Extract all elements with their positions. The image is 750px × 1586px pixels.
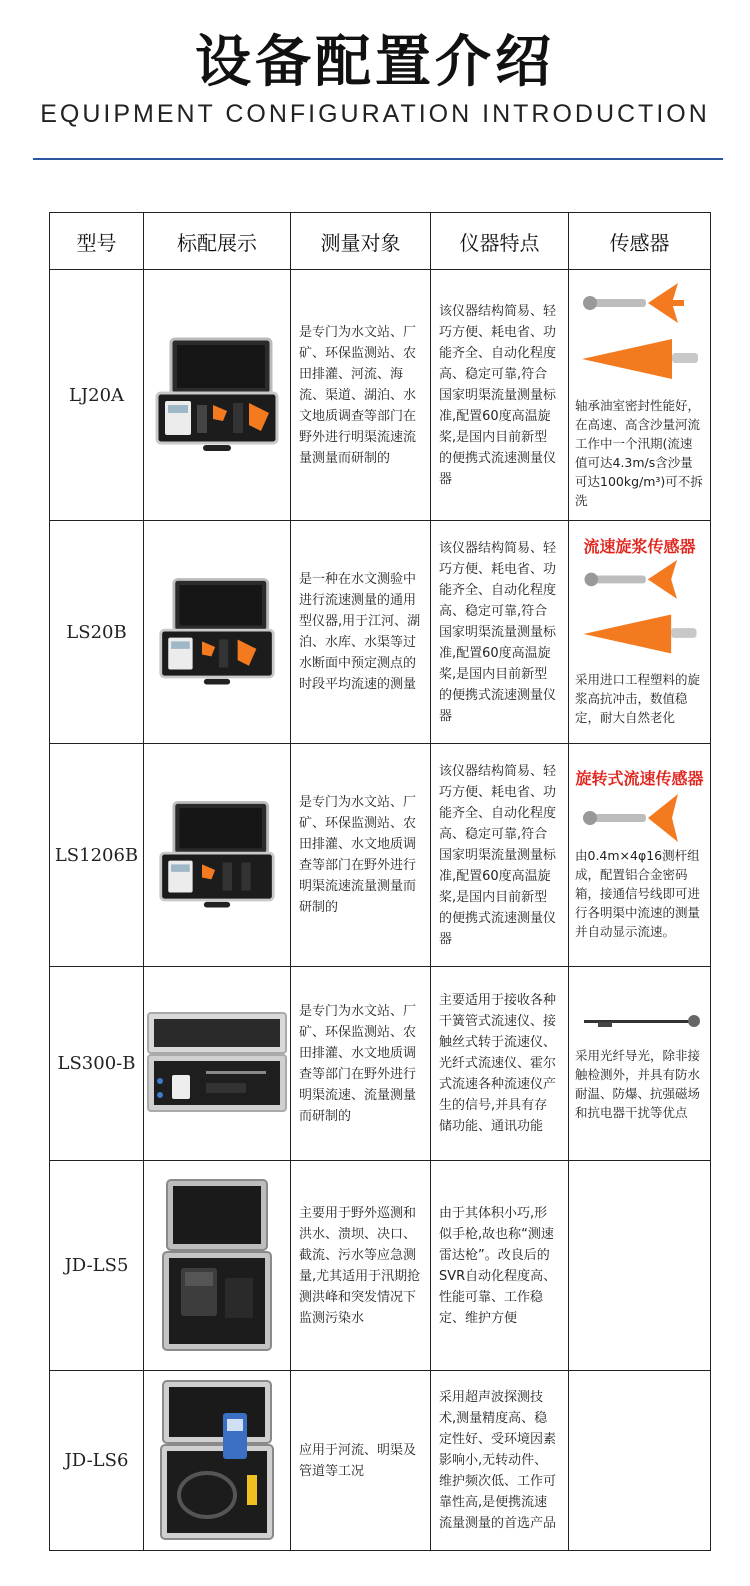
model-name: LS20B xyxy=(50,521,144,744)
propeller-sensor-image xyxy=(578,281,702,396)
sensor-cell xyxy=(569,270,711,521)
divider-line xyxy=(33,158,723,160)
sensor-cell xyxy=(569,744,711,967)
equipment-table xyxy=(49,212,711,1551)
product-case-image xyxy=(144,967,291,1161)
instrument-features: 由于其体积小巧,形似手枪,故也称“测速雷达枪”。改良后的SVR自动化程度高、性能可靠、工作稳定、维护方便 xyxy=(431,1161,569,1371)
header-object: 测量对象 xyxy=(291,213,431,270)
propeller-sensor-image xyxy=(578,558,702,670)
table-row xyxy=(50,521,711,744)
header-model: 型号 xyxy=(50,213,144,270)
sensor-cell-empty xyxy=(569,1161,711,1371)
sensor-cell xyxy=(569,967,711,1161)
page-title: 设备配置介绍 xyxy=(195,30,555,95)
table-row xyxy=(50,270,711,521)
sensor-cell-empty xyxy=(569,1371,711,1551)
propeller-sensor-image xyxy=(578,790,702,846)
model-name: LS300-B xyxy=(50,967,144,1161)
product-case-image xyxy=(144,1161,291,1371)
product-case-image xyxy=(144,744,291,967)
sensor-cell xyxy=(569,521,711,744)
instrument-features: 主要适用于接收各种干簧管式流速仪、接触丝式转于流速仪、光纤式流速仪、霍尔式流速各种流速仪产生的信号,并具有存储功能、通讯功能 xyxy=(431,967,569,1161)
optical-sensor-image xyxy=(578,1006,702,1046)
measurement-object: 应用于河流、明渠及管道等工况 xyxy=(291,1371,431,1551)
measurement-object: 是专门为水文站、厂矿、环保监测站、农田排灌、水文地质调查等部门在野外进行明渠流速、流量测量而研制的 xyxy=(291,967,431,1161)
header-row xyxy=(50,213,711,270)
header-sensor: 传感器 xyxy=(569,213,711,270)
instrument-features: 该仪器结构简易、轻巧方便、耗电省、功能齐全、自动化程度高、稳定可靠,符合国家明渠流量测量标准,配置60度高温旋桨,是国内目前新型的便携式流速测量仪器 xyxy=(431,744,569,967)
sensor-title: 流速旋浆传感器 xyxy=(583,537,696,556)
product-case-image xyxy=(144,270,291,521)
table-row xyxy=(50,1161,711,1371)
sensor-description: 采用进口工程塑料的旋浆高抗冲击，数值稳定，耐大自然老化 xyxy=(575,672,701,725)
table-row xyxy=(50,1371,711,1551)
product-case-image xyxy=(144,1371,291,1551)
instrument-features: 该仪器结构简易、轻巧方便、耗电省、功能齐全、自动化程度高、稳定可靠,符合国家明渠流量测量标准,配置60度高温旋桨,是国内目前新型的便携式流速测量仪器 xyxy=(431,270,569,521)
sensor-description: 轴承油室密封性能好，在高速、高含沙量河流工作中一个汛期(流速值可达4.3m/s含沙量可达100kg/m³)可不拆洗 xyxy=(575,397,703,508)
sensor-title: 旋转式流速传感器 xyxy=(575,769,704,788)
sensor-description: 由0.4m×4φ16测杆组成，配置铝合金密码箱，接通信号线即可进行各明渠中流速的测量并自动显示流速。 xyxy=(575,848,701,939)
header-features: 仪器特点 xyxy=(431,213,569,270)
model-name: JD-LS5 xyxy=(50,1161,144,1371)
instrument-features: 该仪器结构简易、轻巧方便、耗电省、功能齐全、自动化程度高、稳定可靠,符合国家明渠流量测量标准,配置60度高温旋桨,是国内目前新型的便携式流速测量仪器 xyxy=(431,521,569,744)
measurement-object: 是一种在水文测验中进行流速测量的通用型仪器,用于江河、湖泊、水库、水渠等过水断面中预定测点的时段平均流速的测量 xyxy=(291,521,431,744)
table-row xyxy=(50,967,711,1161)
table-row xyxy=(50,744,711,967)
product-case-image xyxy=(144,521,291,744)
header-display: 标配展示 xyxy=(144,213,291,270)
sensor-description: 采用光纤导光，除非接触检测外，并具有防水耐温、防爆、抗强磁场和抗电器干扰等优点 xyxy=(575,1047,701,1120)
measurement-object: 是专门为水文站、厂矿、环保监测站、农田排灌、河流、海流、渠道、湖泊、水文地质调查等部门在野外进行明渠流速流量测量而研制的 xyxy=(291,270,431,521)
measurement-object: 主要用于野外巡测和洪水、溃坝、决口、截流、污水等应急测量,尤其适用于汛期抢测洪峰和突发情况下监测污染水 xyxy=(291,1161,431,1371)
model-name: LS1206B xyxy=(50,744,144,967)
instrument-features: 采用超声波探测技术,测量精度高、稳定性好、受环境因素影响小,无转动件、维护频次低、工作可靠性高,是便携流速流量测量的首选产品 xyxy=(431,1371,569,1551)
measurement-object: 是专门为水文站、厂矿、环保监测站、农田排灌、水文地质调查等部门在野外进行明渠流速流量测量而研制的 xyxy=(291,744,431,967)
model-name: LJ20A xyxy=(50,270,144,521)
page-subtitle: EQUIPMENT CONFIGURATION INTRODUCTION xyxy=(40,100,710,128)
model-name: JD-LS6 xyxy=(50,1371,144,1551)
